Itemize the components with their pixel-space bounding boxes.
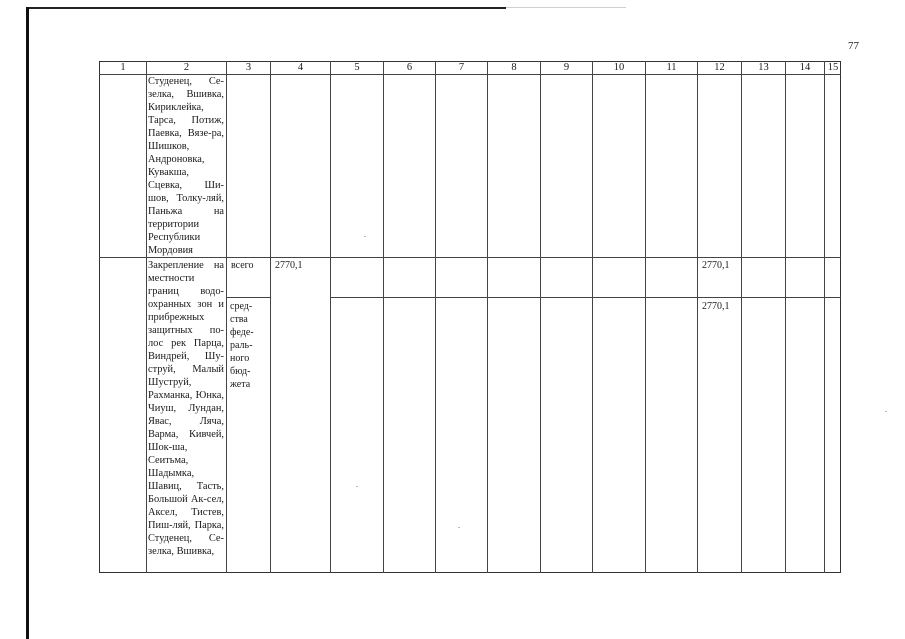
col-divider [270,61,271,573]
column-header: 10 [613,62,625,73]
subrow-divider [226,297,270,298]
column-header: 6 [406,62,413,73]
activity-description: Закрепление на местности границ водо-охранных зон и прибрежных защитных по-лос рек Парца, Виндрей, Шу-струй, Малый Шуструй, Рахманка, Юнка, Чиуш, Лундан, Явас, Ляча, Варма, Кивчей, Шок-ша, Сеитьма, Шадымка, Шавиц, Тасть, Большой Ак-сел, Аксел, Тистев, Пиш-ляй, Парка, Студенец, Се-зелка, Вшивка, [148,260,224,557]
scan-border-left [26,7,29,639]
column-header: 13 [758,62,769,73]
column-header: 11 [666,62,677,73]
col-divider [741,61,742,573]
row-divider [99,257,841,258]
scan-border-top-faint [506,7,626,8]
col-divider [785,61,786,573]
column-header: 2 [183,62,190,73]
col-divider [592,61,593,573]
subrow-divider [330,297,841,298]
funding-federal-label: сред-ства феде-раль-ного бюд-жета [230,301,254,390]
scan-speck [364,236,366,237]
col-divider [697,61,698,573]
scan-speck [356,486,358,487]
funding-total-value: 2770,1 [275,260,303,271]
page-number: 77 [848,40,859,52]
scan-speck [885,411,887,412]
funding-total-label: всего [231,260,254,271]
column-header: 8 [511,62,517,73]
funding-federal-col12: 2770,1 [702,301,730,312]
column-header: 7 [458,62,465,73]
col-divider [330,61,331,573]
col-divider [383,61,384,573]
col-divider [487,61,488,573]
funding-total-col12: 2770,1 [702,260,730,271]
col-divider [824,61,825,573]
column-header: 12 [714,62,725,73]
column-header: 4 [297,62,304,73]
column-header: 9 [563,62,570,73]
scan-speck [458,527,460,528]
col-divider [645,61,646,573]
column-header: 3 [245,62,252,73]
scan-border-top [26,7,506,9]
column-header: 5 [354,62,360,73]
col-divider [146,61,147,573]
column-header: 15 [827,62,839,73]
column-header: 1 [120,62,126,73]
col-divider [540,61,541,573]
river-list-continued: Студенец, Се-зелка, Вшивка, Кириклейка, Тарса, Потиж, Паевка, Вязе-ра, Шишков, Андроновка, Кувакша, Сцевка, Ши-шов, Толку-ляй, Паньжа на территории Республики Мордовия [148,76,224,256]
col-divider [226,61,227,573]
column-header: 14 [799,62,811,73]
col-divider [435,61,436,573]
